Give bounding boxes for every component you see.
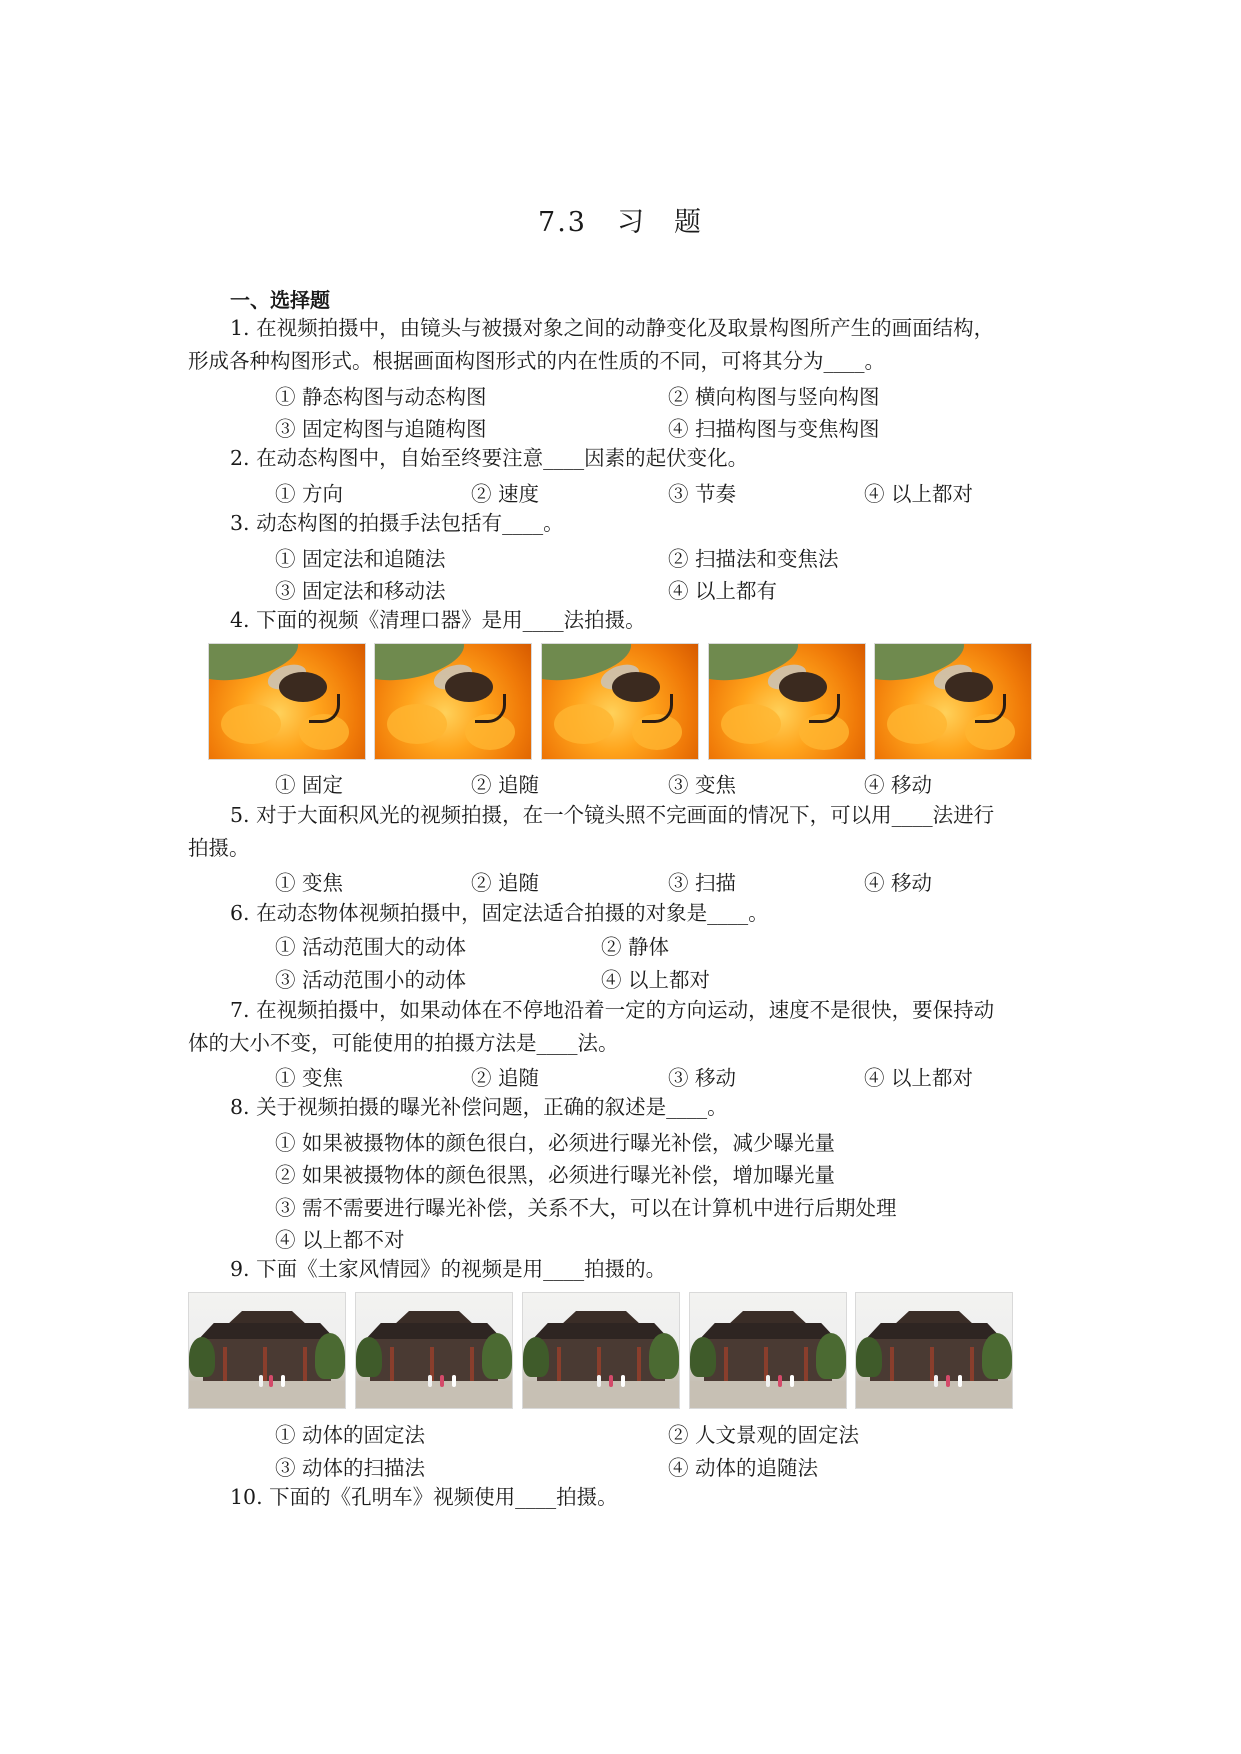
question-8-option-2: ② 如果被摄物体的颜色很黑，必须进行曝光补偿，增加曝光量 (275, 1163, 836, 1187)
bee-video-frame (708, 643, 866, 760)
question-9-option-1: ① 动体的固定法 (275, 1423, 426, 1447)
question-6-option-4: ④ 以上都对 (601, 968, 711, 992)
question-4-option-2: ② 追随 (471, 773, 540, 797)
pavilion-video-frame (188, 1292, 346, 1409)
pavilion-video-frame (689, 1292, 847, 1409)
question-3-option-4: ④ 以上都有 (668, 579, 778, 603)
question-5-option-2: ② 追随 (471, 871, 540, 895)
pavilion-video-frame (855, 1292, 1013, 1409)
question-9-text: 9. 下面《土家风情园》的视频是用____拍摄的。 (230, 1257, 667, 1281)
question-8-text: 8. 关于视频拍摄的曝光补偿问题，正确的叙述是____。 (230, 1095, 728, 1119)
question-8-option-4: ④ 以上都不对 (275, 1228, 405, 1252)
page-title (0, 200, 1241, 239)
question-1-option-4: ④ 扫描构图与变焦构图 (668, 417, 880, 441)
question-8-option-1: ① 如果被摄物体的颜色很白，必须进行曝光补偿，减少曝光量 (275, 1131, 836, 1155)
question-3-option-3: ③ 固定法和移动法 (275, 579, 446, 603)
question-7-line-2: 体的大小不变，可能使用的拍摄方法是____法。 (188, 1031, 619, 1055)
question-4-option-4: ④ 移动 (864, 773, 933, 797)
pavilion-video-frame (522, 1292, 680, 1409)
title-word-2: 题 (673, 207, 703, 238)
question-1-line-2: 形成各种构图形式。根据画面构图形式的内在性质的不同，可将其分为____。 (188, 349, 885, 373)
question-7-line-1: 7. 在视频拍摄中，如果动体在不停地沿着一定的方向运动，速度不是很快，要保持动 (230, 998, 995, 1022)
question-5-line-2: 拍摄。 (188, 836, 250, 860)
question-6-text: 6. 在动态物体视频拍摄中，固定法适合拍摄的对象是____。 (230, 901, 769, 925)
question-5-line-1: 5. 对于大面积风光的视频拍摄，在一个镜头照不完画面的情况下，可以用____法进行 (230, 803, 995, 827)
question-1-line-1: 1. 在视频拍摄中，由镜头与被摄对象之间的动静变化及取景构图所产生的画面结构， (230, 316, 995, 340)
bee-video-frame (208, 643, 366, 760)
question-5-option-1: ① 变焦 (275, 871, 344, 895)
bee-video-frame (374, 643, 532, 760)
question-4-option-1: ① 固定 (275, 773, 344, 797)
question-9-option-4: ④ 动体的追随法 (668, 1456, 819, 1480)
question-6-option-1: ① 活动范围大的动体 (275, 935, 467, 959)
question-7-option-2: ② 追随 (471, 1066, 540, 1090)
bee-video-frame (541, 643, 699, 760)
question-4-text: 4. 下面的视频《清理口器》是用____法拍摄。 (230, 608, 646, 632)
question-8-option-3: ③ 需不需要进行曝光补偿，关系不大，可以在计算机中进行后期处理 (275, 1196, 897, 1220)
bee-video-frame (874, 643, 1032, 760)
question-1-option-3: ③ 固定构图与追随构图 (275, 417, 487, 441)
question-5-option-3: ③ 扫描 (668, 871, 737, 895)
question-2-option-2: ② 速度 (471, 482, 540, 506)
question-3-option-1: ① 固定法和追随法 (275, 547, 446, 571)
question-9-option-2: ② 人文景观的固定法 (668, 1423, 860, 1447)
title-word-1: 习 (616, 207, 646, 238)
question-7-option-3: ③ 移动 (668, 1066, 737, 1090)
question-4-option-3: ③ 变焦 (668, 773, 737, 797)
question-7-option-4: ④ 以上都对 (864, 1066, 974, 1090)
question-5-option-4: ④ 移动 (864, 871, 933, 895)
question-3-text: 3. 动态构图的拍摄手法包括有____。 (230, 511, 564, 535)
question-2-text: 2. 在动态构图中，自始至终要注意____因素的起伏变化。 (230, 446, 749, 470)
question-9-option-3: ③ 动体的扫描法 (275, 1456, 426, 1480)
section-heading: 一、选择题 (230, 288, 330, 312)
question-2-option-3: ③ 节奏 (668, 482, 737, 506)
question-2-option-1: ① 方向 (275, 482, 344, 506)
question-10-text: 10. 下面的《孔明车》视频使用____拍摄。 (230, 1485, 618, 1509)
question-2-option-4: ④ 以上都对 (864, 482, 974, 506)
question-3-option-2: ② 扫描法和变焦法 (668, 547, 839, 571)
question-1-option-1: ① 静态构图与动态构图 (275, 385, 487, 409)
question-1-option-2: ② 横向构图与竖向构图 (668, 385, 880, 409)
pavilion-video-frame (355, 1292, 513, 1409)
question-7-option-1: ① 变焦 (275, 1066, 344, 1090)
title-number: 7.3 (538, 207, 587, 238)
question-6-option-3: ③ 活动范围小的动体 (275, 968, 467, 992)
question-6-option-2: ② 静体 (601, 935, 670, 959)
